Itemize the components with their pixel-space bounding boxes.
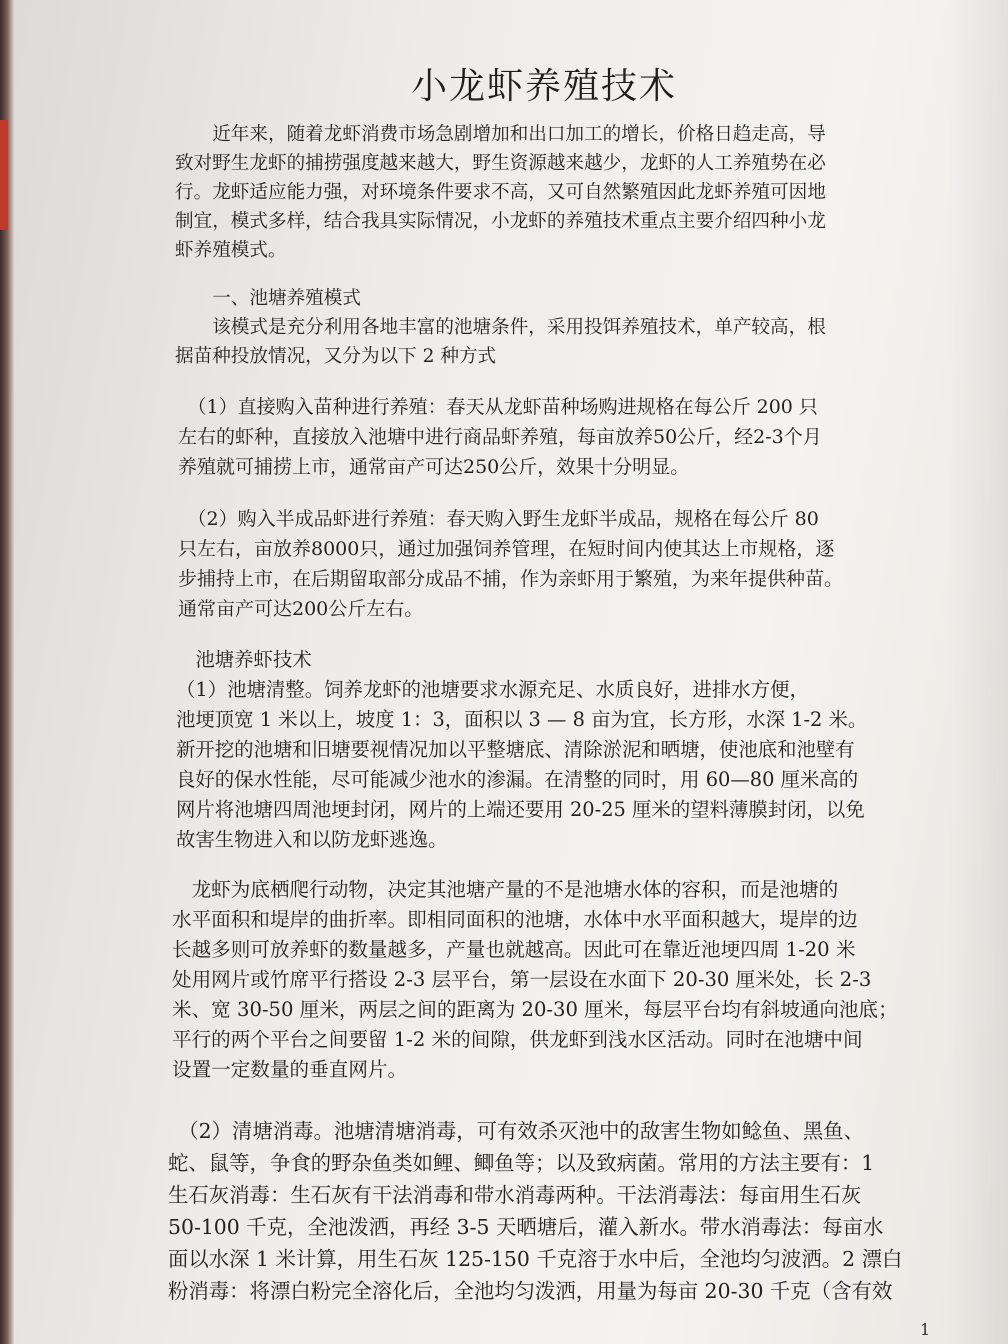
background-red-object — [0, 120, 8, 230]
text-line: （2）购入半成品虾进行养殖：春天购入野生龙虾半成品，规格在每公斤 80 — [178, 508, 819, 530]
text-line: 行。龙虾适应能力强，对环境条件要求不高，又可自然繁殖因此龙虾养殖可因地 — [175, 182, 826, 203]
text-line: 近年来，随着龙虾消费市场急剧增加和出口加工的增长，价格日趋走高，导 — [175, 124, 826, 145]
intro-paragraph — [175, 120, 826, 265]
text-line: 处用网片或竹席平行搭设 2-3 层平台，第一层设在水面下 20-30 厘米处，长 2-3 — [172, 968, 872, 991]
text-line: 设置一定数量的垂直网片。 — [172, 1058, 408, 1081]
text-line: 新开挖的池塘和旧塘要视情况加以平整塘底、清除淤泥和晒塘，使池底和池壁有 — [176, 738, 855, 761]
habitat-paragraph — [172, 875, 898, 1085]
disinfect-paragraph — [168, 1115, 902, 1307]
text-line: 池埂顶宽 1 米以上，坡度 1：3，面积以 3 — 8 亩为宜，长方形，水深 1-2 米。 — [176, 708, 868, 731]
page-shading — [948, 0, 1008, 1344]
text-line: 步捕持上市，在后期留取部分成品不捕，作为亲虾用于繁殖，为来年提供种苗。 — [178, 568, 844, 590]
text-line: （1）直接购入苗种进行养殖：春天从龙虾苗种场购进规格在每公斤 200 只 — [178, 396, 818, 418]
pond-tech-section — [176, 645, 867, 855]
method-1-paragraph — [178, 392, 822, 482]
text-line: 致对野生龙虾的捕捞强度越来越大，野生资源越来越少，龙虾的人工养殖势在必 — [175, 153, 826, 174]
text-line: 通常亩产可达200公斤左右。 — [178, 598, 424, 620]
text-line: 良好的保水性能，尽可能减少池水的渗漏。在清整的同时，用 60—80 厘米高的 — [176, 768, 859, 791]
document-title: 小龙虾养殖技术 — [410, 66, 677, 107]
text-line: 粉消毒：将漂白粉完全溶化后，全池均匀泼洒，用量为每亩 20-30 千克（含有效 — [168, 1279, 893, 1303]
section-heading: 一、池塘养殖模式 — [175, 288, 361, 309]
text-line: 龙虾为底栖爬行动物，决定其池塘产量的不是池塘水体的容积，而是池塘的 — [172, 878, 839, 901]
text-line: 生石灰消毒：生石灰有干法消毒和带水消毒两种。干法消毒法：每亩用生石灰 — [168, 1183, 862, 1207]
text-line: 该模式是充分利用各地丰富的池塘条件，采用投饵养殖技术，单产较高，根 — [175, 317, 826, 338]
text-line: 故害生物进入和以防龙虾逃逸。 — [176, 828, 448, 851]
text-line: 面以水深 1 米计算，用生石灰 125-150 千克溶于水中后，全池均匀波洒。2 漂白 — [168, 1247, 903, 1271]
text-line: 虾养殖模式。 — [175, 240, 287, 261]
text-line: 平行的两个平台之间要留 1-2 米的间隙，供龙虾到浅水区活动。同时在池塘中间 — [172, 1028, 863, 1051]
method-2-paragraph — [178, 504, 843, 624]
text-line: 蛇、鼠等，争食的野杂鱼类如鲤、鲫鱼等；以及致病菌。常用的方法主要有：1 — [168, 1151, 875, 1175]
text-line: 网片将池塘四周池埂封闭，网片的上端还要用 20-25 厘米的望料薄膜封闭，以免 — [176, 798, 865, 821]
text-line: 长越多则可放养虾的数量越多，产量也就越高。因此可在靠近池埂四周 1-20 米 — [172, 938, 856, 961]
text-line: （1）池塘清整。饲养龙虾的池塘要求水源充足、水质良好，进排水方便， — [176, 678, 809, 701]
text-line: 制宜，模式多样，结合我具实际情况，小龙虾的养殖技术重点主要介绍四种小龙 — [175, 211, 826, 232]
section-heading: 池塘养虾技术 — [176, 648, 312, 671]
text-line: 左右的虾种，直接放入池塘中进行商品虾养殖，每亩放养50公斤，经2-3个月 — [178, 426, 822, 448]
text-line: 水平面积和堤岸的曲折率。即相同面积的池塘，水体中水平面积越大，堤岸的边 — [172, 908, 858, 931]
text-line: 据苗种投放情况，又分为以下 2 种方式 — [175, 346, 497, 367]
text-line: 养殖就可捕捞上市，通常亩产可达250公斤，效果十分明显。 — [178, 456, 690, 478]
text-line: 只左右，亩放养8000只，通过加强饲养管理，在短时间内使其达上市规格，逐 — [178, 538, 835, 560]
page-number: 1 — [920, 1320, 931, 1339]
text-line: 米、宽 30-50 厘米，两层之间的距离为 20-30 厘米，每层平台均有斜坡通向池底； — [172, 998, 898, 1021]
text-line: （2）清塘消毒。池塘清塘消毒，可有效杀灭池中的敌害生物如鲶鱼、黑鱼、 — [168, 1119, 865, 1143]
text-line: 50-100 千克，全池泼洒，再经 3-5 天晒塘后，灌入新水。带水消毒法：每亩水 — [168, 1215, 884, 1239]
section-pond-model — [175, 284, 826, 371]
